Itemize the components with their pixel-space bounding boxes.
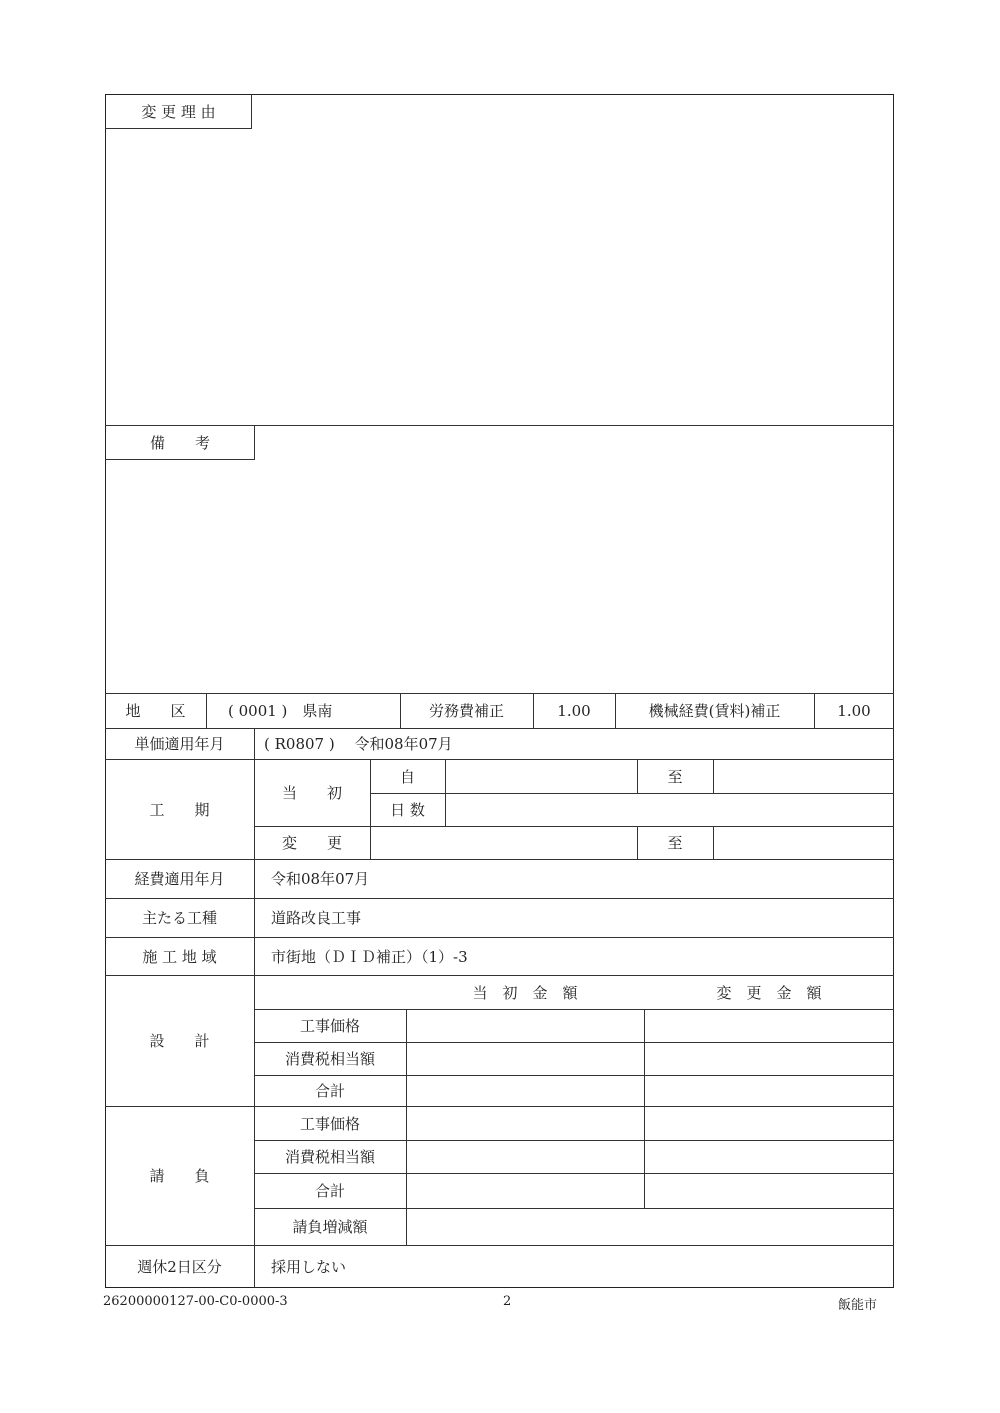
construction-area-value: 市街地（ＤＩＤ補正）（1）-3 — [271, 947, 468, 966]
design-label: 設 計 — [149, 1032, 210, 1050]
contract-row-label: 請負増減額 — [292, 1218, 368, 1236]
change-label: 変 更 — [281, 834, 342, 852]
initial-amount-header: 当 初 金 額 — [472, 983, 578, 1002]
machine-correction-value: 1.00 — [837, 701, 871, 720]
district-value: ( 0001 ) 県南 — [228, 702, 333, 720]
page-number: 2 — [503, 1294, 512, 1309]
unit-price-month-label: 単価適用年月 — [134, 735, 225, 753]
city-name: 飯能市 — [838, 1298, 878, 1313]
days-label: 日 数 — [390, 801, 425, 819]
week-off-label: 週休2日区分 — [137, 1258, 222, 1276]
week-off-value: 採用しない — [271, 1258, 347, 1276]
design-row-label: 消費税相当額 — [284, 1050, 375, 1068]
document-id: 26200000127-00-C0-0000-3 — [103, 1294, 288, 1309]
unit-price-month-value: ( R0807 ) 令和08年07月 — [264, 735, 453, 753]
divider — [713, 759, 714, 793]
changed-amount-header: 変 更 金 額 — [716, 983, 822, 1002]
divider — [370, 793, 894, 794]
divider — [644, 1009, 645, 1208]
work-period-label: 工 期 — [149, 800, 210, 819]
from-label: 自 — [399, 767, 415, 786]
main-work-value: 道路改良工事 — [271, 909, 362, 927]
district-label: 地 区 — [125, 702, 186, 720]
contract-row-label: 合計 — [314, 1182, 345, 1200]
construction-area-label: 施 工 地 域 — [142, 947, 217, 966]
labor-correction-label: 労務費補正 — [428, 702, 504, 720]
initial-label: 当 初 — [281, 784, 342, 802]
change-to-label: 至 — [667, 834, 683, 852]
labor-correction-value: 1.00 — [557, 701, 591, 720]
main-work-label: 主たる工種 — [141, 909, 217, 927]
remarks-label: 備 考 — [149, 434, 210, 452]
design-row-label: 合計 — [314, 1082, 345, 1100]
expense-month-label: 経費適用年月 — [134, 870, 225, 888]
divider — [206, 693, 207, 728]
divider — [445, 759, 446, 826]
design-row-label: 工事価格 — [299, 1017, 360, 1035]
divider — [713, 826, 714, 859]
divider — [406, 1009, 407, 1245]
contract-label: 請 負 — [149, 1167, 210, 1185]
expense-month-value: 令和08年07月 — [271, 870, 370, 888]
machine-correction-label: 機械経費(賃料)補正 — [648, 702, 781, 720]
contract-row-label: 消費税相当額 — [284, 1148, 375, 1166]
contract-row-label: 工事価格 — [299, 1114, 360, 1133]
reason-label: 変 更 理 由 — [141, 103, 216, 121]
to-label: 至 — [667, 767, 683, 786]
